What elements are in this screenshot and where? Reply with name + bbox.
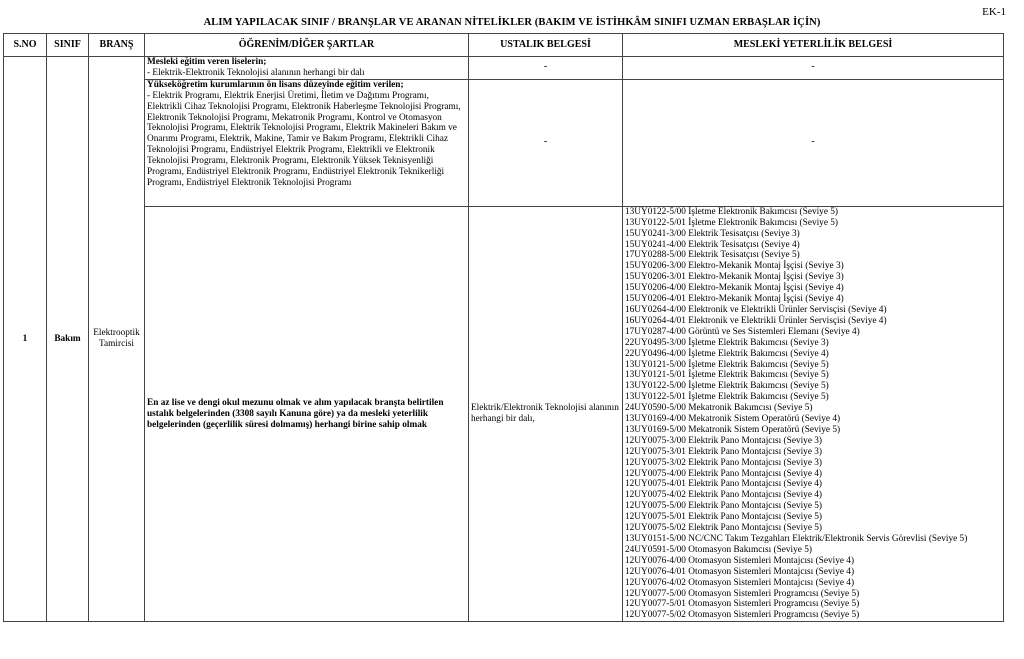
cell-mesleki-lise: - [623,57,1004,80]
header-ustalik: USTALIK BELGESİ [469,34,623,57]
table-row [4,79,1004,206]
certificate-item: 12UY0076-4/01 Otomasyon Sistemleri Montajcısı (Seviye 4) [625,566,855,577]
certificate-list [625,207,1001,621]
cell-ustalik-onlisans: - [469,79,623,206]
header-sno: S.NO [4,34,47,57]
header-sinif: SINIF [47,34,89,57]
certificate-item: 12UY0075-3/01 Elektrik Pano Montajcısı (Seviye 3) [625,446,823,457]
certificate-item: 15UY0241-3/00 Elektrik Tesisatçısı (Seviye 3) [625,228,800,239]
certificate-item: 12UY0075-4/01 Elektrik Pano Montajcısı (Seviye 4) [625,479,823,490]
certificate-item: 12UY0075-4/02 Elektrik Pano Montajcısı (Seviye 4) [625,490,823,501]
certificate-item: 12UY0075-4/00 Elektrik Pano Montajcısı (Seviye 4) [625,468,823,479]
header-mesleki: MESLEKİ YETERLİLİK BELGESİ [623,34,1004,57]
certificate-item: 13UY0122-5/00 İşletme Elektrik Bakımcısı (Seviye 5) [625,381,829,392]
certificate-item: 24UY0590-5/00 Mekatronik Bakımcısı (Seviye 5) [625,403,813,414]
certificate-item: 16UY0264-4/01 Elektronik ve Elektrikli Ürünler Servisçisi (Seviye 4) [625,315,887,326]
page-label: EK-1 [982,6,1006,18]
certificate-item: 13UY0121-5/01 İşletme Elektrik Bakımcısı (Seviye 5) [625,370,829,381]
certificate-item: 15UY0241-4/00 Elektrik Tesisatçısı (Seviye 4) [625,239,800,250]
certificate-item: 13UY0122-5/01 İşletme Elektronik Bakımcısı (Seviye 5) [625,217,839,228]
certificate-item: 15UY0206-3/01 Elektro-Mekanik Montaj İşçisi (Seviye 3) [625,272,844,283]
cell-ustalik-belgesi: Elektrik/Elektronik Teknolojisi alanının herhangi bir dalı, [469,206,623,621]
cell-requirement: En az lise ve dengi okul mezunu olmak ve alım yapılacak branşta belirtilen ustalık belgelerinden (3308 sayılı Kanuna göre) ya da mesleki yeterlilik belgelerinden (geçerlilik süresi dolmamış) herhangi birine sahip olmak [145,206,469,621]
cell-certificate-list [623,206,1004,621]
certificate-item: 12UY0077-5/01 Otomasyon Sistemleri Programcısı (Seviye 5) [625,599,860,610]
certificate-item: 16UY0264-4/00 Elektronik ve Elektrikli Ürünler Servisçisi (Seviye 4) [625,304,887,315]
section-body: - Elektrik Programı, Elektrik Enerjisi Üretimi, İletim ve Dağıtımı Programı, Elektrikli Cihaz Teknolojisi Programı, Elektronik Haberleşme Teknolojisi Programı, Elektronik Teknolojisi Programı, Mekatronik Programı, Kontrol ve Otomasyon Teknolojisi Programı, Elektrik Teknolojisi Programı, Elektrik Makineleri Bakım ve Onarımı Programı, Elektrik, Makine, Tamir ve Bakım Programı, Elektrikli Cihaz Teknolojisi Programı, Endüstriyel Elektrik Programı, Elektrikli ve Elektronik Teknolojisi Programı, Elektronik Programı, Elektronik Yüksek Teknisyenliği Programı, Endüstriyel Elektronik Programı, Endüstriyel Elektronik Teknikerliği Programı, Endüstriyel Elektronik Teknolojisi Programı [147,90,461,188]
header-brans: BRANŞ [89,34,145,57]
table-row [4,206,1004,621]
certificate-item: 12UY0075-5/00 Elektrik Pano Montajcısı (Seviye 5) [625,501,823,512]
cell-ogrenim-lise [145,57,469,80]
certificate-item: 17UY0288-5/00 Elektrik Tesisatçısı (Seviye 5) [625,250,800,261]
section-body: - Elektrik-Elektronik Teknolojisi alanının herhangi bir dalı [147,67,365,78]
certificate-item: 15UY0206-3/00 Elektro-Mekanik Montaj İşçisi (Seviye 3) [625,261,844,272]
cell-ogrenim-onlisans [145,79,469,206]
table-row [4,57,1004,80]
certificate-item: 22UY0496-4/00 İşletme Elektrik Bakımcısı (Seviye 4) [625,348,829,359]
certificate-item: 17UY0287-4/00 Görüntü ve Ses Sistemleri Elemanı (Seviye 4) [625,326,860,337]
certificate-item: 13UY0121-5/00 İşletme Elektrik Bakımcısı (Seviye 5) [625,359,829,370]
certificate-item: 12UY0075-3/02 Elektrik Pano Montajcısı (Seviye 3) [625,457,823,468]
certificate-item: 12UY0076-4/00 Otomasyon Sistemleri Montajcısı (Seviye 4) [625,555,855,566]
header-ogrenim: ÖĞRENİM/DİĞER ŞARTLAR [145,34,469,57]
cell-ustalik-lise: - [469,57,623,80]
cell-sno: 1 [4,57,47,622]
certificate-item: 12UY0076-4/02 Otomasyon Sistemleri Montajcısı (Seviye 4) [625,577,855,588]
cell-mesleki-onlisans: - [623,79,1004,206]
certificate-item: 13UY0169-4/00 Mekatronik Sistem Operatörü (Seviye 4) [625,414,841,425]
section-heading: Mesleki eğitim veren liselerin; [147,57,267,67]
page-title: ALIM YAPILACAK SINIF / BRANŞLAR VE ARANAN NİTELİKLER (BAKIM VE İSTİHKÂM SINIFI UZMAN ERBAŞLAR İÇİN) [203,17,821,28]
certificate-item: 12UY0075-5/01 Elektrik Pano Montajcısı (Seviye 5) [625,512,823,523]
requirements-table [3,33,1004,622]
certificate-item: 13UY0122-5/00 İşletme Elektronik Bakımcısı (Seviye 5) [625,206,839,217]
table-header-row [4,34,1004,57]
section-heading: Yükseköğretim kurumlarının ön lisans düzeyinde eğitim verilen; [147,79,404,90]
certificate-item: 12UY0075-5/02 Elektrik Pano Montajcısı (Seviye 5) [625,523,823,534]
certificate-item: 15UY0206-4/01 Elektro-Mekanik Montaj İşçisi (Seviye 4) [625,294,844,305]
certificate-item: 13UY0122-5/01 İşletme Elektrik Bakımcısı (Seviye 5) [625,392,829,403]
certificate-item: 24UY0591-5/00 Otomasyon Bakımcısı (Seviye 5) [625,544,812,555]
certificate-item: 12UY0077-5/02 Otomasyon Sistemleri Programcısı (Seviye 5) [625,610,860,621]
certificate-item: 22UY0495-3/00 İşletme Elektrik Bakımcısı (Seviye 3) [625,337,829,348]
cell-brans: Elektrooptik Tamircisi [89,57,145,622]
certificate-item: 12UY0075-3/00 Elektrik Pano Montajcısı (Seviye 3) [625,435,823,446]
certificate-item: 15UY0206-4/00 Elektro-Mekanik Montaj İşçisi (Seviye 4) [625,283,844,294]
certificate-item: 13UY0151-5/00 NC/CNC Takım Tezgahları Elektrik/Elektronik Servis Görevlisi (Seviye 5) [625,534,968,544]
certificate-item: 13UY0169-5/00 Mekatronik Sistem Operatörü (Seviye 5) [625,424,841,435]
certificate-item: 12UY0077-5/00 Otomasyon Sistemleri Programcısı (Seviye 5) [625,588,860,599]
cell-sinif: Bakım [47,57,89,622]
